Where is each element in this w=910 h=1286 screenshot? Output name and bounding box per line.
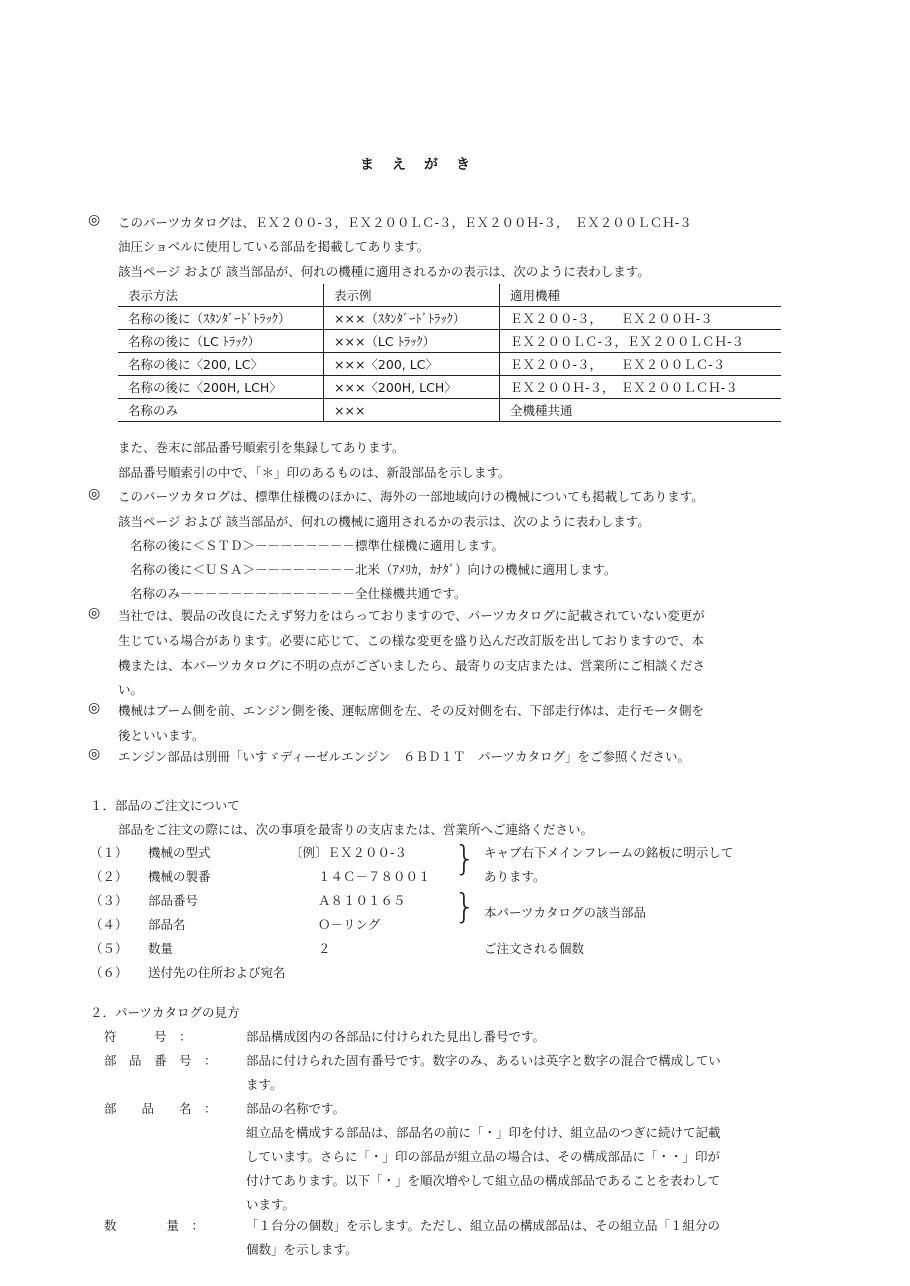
order-item-label: 送付先の住所および宛名 xyxy=(148,965,286,980)
table-row xyxy=(118,376,781,399)
table-header-cell: 適用機種 xyxy=(500,284,782,307)
table-cell: ×××〈200H, LCH〉 xyxy=(324,376,500,399)
table-cell: 名称の後に〈200H, LCH〉 xyxy=(118,376,324,399)
order-item-num: （３） xyxy=(90,893,128,908)
table-cell: ×××（LC ﾄﾗｯｸ） xyxy=(324,330,500,353)
regional-std: 名称の後に＜ＳＴＤ＞－－－－－－－－標準仕様機に適用します。 xyxy=(130,538,505,553)
table-header-cell: 表示方法 xyxy=(118,284,324,307)
bullet-mark: ◎ xyxy=(88,746,101,762)
table-cell: ＥＸ２００-３， ＥＸ２００Ｈ-３ xyxy=(500,307,782,330)
term-label: 部 品 名 ： xyxy=(104,1101,217,1116)
order-item-num: （１） xyxy=(90,845,128,860)
table-row xyxy=(118,353,781,376)
table-row xyxy=(118,399,781,422)
term-description: 「１台分の個数」を示します。ただし、組立品の構成部品は、その組立品「１組分の xyxy=(246,1218,721,1233)
regional-usa: 名称の後に＜ＵＳＡ＞－－－－－－－－北米（ｱﾒﾘｶ，ｶﾅﾀﾞ）向けの機械に適用します。 xyxy=(130,562,617,577)
table-cell: ＥＸ２００Ｈ-３， ＥＸ２００ＬＣＨ-３ xyxy=(500,376,782,399)
term-description: しています。さらに「・」印の部品が組立品の場合は、その構成部品に「・・」印が xyxy=(246,1149,721,1164)
order-note-nameplate: キャブ右下メインフレームの銘板に明示して xyxy=(484,845,734,860)
table-cell: 全機種共通 xyxy=(500,399,782,422)
order-note-quantity: ご注文される個数 xyxy=(484,941,585,956)
table-row xyxy=(118,330,781,353)
usage-table xyxy=(118,284,781,422)
engine-note: エンジン部品は別冊「いすゞディーゼルエンジン ６ＢＤ１Ｔ パーツカタログ」をご参照ください。 xyxy=(118,749,691,764)
term-description: います。 xyxy=(246,1197,296,1212)
regional-line-1: このパーツカタログは、標準仕様機のほかに、海外の一部地域向けの機械についても掲載してあります。 xyxy=(118,489,704,504)
table-cell: 名称の後に（ｽﾀﾝﾀﾞｰﾄﾞﾄﾗｯｸ） xyxy=(118,307,324,330)
order-item-example: 〔例〕ＥＸ２００-３ xyxy=(290,845,408,860)
bullet-mark: ◎ xyxy=(88,212,101,228)
table-header-row xyxy=(118,284,781,307)
order-item-example: ２ xyxy=(318,941,331,956)
section-1-heading: １．部品のご注文について xyxy=(90,798,240,813)
regional-all: 名称のみ－－－－－－－－－－－－－－全仕様機共通です。 xyxy=(130,586,467,601)
bullet-mark: ◎ xyxy=(88,486,101,502)
order-note-part: 本パーツカタログの該当部品 xyxy=(484,905,647,920)
order-item-example: １４Ｃ－７８００１ xyxy=(318,869,431,884)
order-item-label: 部品番号 xyxy=(148,893,199,908)
term-description: 部品構成図内の各部品に付けられた見出し番号です。 xyxy=(246,1029,546,1044)
section-1-intro: 部品をご注文の際には、次の事項を最寄りの支店または、営業所へご連絡ください。 xyxy=(118,822,594,837)
order-item-label: 機械の製番 xyxy=(148,869,211,884)
table-cell: 名称の後に（LC ﾄﾗｯｸ） xyxy=(118,330,324,353)
term-label: 数 量 ： xyxy=(104,1218,205,1233)
term-description: 部品の名称です。 xyxy=(246,1101,346,1116)
index-note-line-1: また、巻末に部品番号順索引を集録してあります。 xyxy=(118,440,405,455)
table-cell: 名称のみ xyxy=(118,399,324,422)
page-title: ま え が き xyxy=(360,157,472,173)
regional-line-2: 該当ページ および 該当部品が、何れの機械に適用されるかの表示は、次のように表わします。 xyxy=(118,514,650,529)
table-cell: ×××（ｽﾀﾝﾀﾞｰﾄﾞﾄﾗｯｸ） xyxy=(324,307,500,330)
order-item-example: Ａ８１０１６５ xyxy=(318,893,406,908)
order-note-nameplate-cont: あります。 xyxy=(484,869,546,884)
right-brace-icon: } xyxy=(454,887,476,927)
term-description: 組立品を構成する部品は、部品名の前に「・」印を付け、組立品のつぎに続けて記載 xyxy=(246,1125,721,1140)
intro-line-1: このパーツカタログは、ＥＸ２００-３，ＥＸ２００ＬＣ-３，ＥＸ２００Ｈ-３， ＥＸ２００ＬＣＨ-３ xyxy=(118,215,692,230)
bullet-mark: ◎ xyxy=(88,700,101,716)
improvement-line-2: 生じている場合があります。必要に応じて、この様な変更を盛り込んだ改訂版を出しておりますので、本 xyxy=(118,633,705,648)
term-description: ます。 xyxy=(246,1077,283,1092)
term-label: 部 品 番 号 ： xyxy=(104,1053,217,1068)
direction-line-1: 機械はブーム側を前、エンジン側を後、運転席側を左、その反対側を右、下部走行体は、走行モータ側を xyxy=(118,703,705,718)
bullet-mark: ◎ xyxy=(88,605,101,621)
right-brace-icon: } xyxy=(454,839,476,879)
term-description: 付けてあります。以下「・」を順次増やして組立品の構成部品であることを表わして xyxy=(246,1173,721,1188)
order-item-num: （６） xyxy=(90,965,128,980)
improvement-line-3: 機または、本パーツカタログに不明の点がございましたら、最寄りの支店または、営業所にご相談くださ xyxy=(118,658,706,673)
order-item-label: 部品名 xyxy=(148,917,186,932)
direction-line-2: 後といいます。 xyxy=(118,728,205,743)
term-description: 部品に付けられた固有番号です。数字のみ、あるいは英字と数字の混合で構成してい xyxy=(246,1053,721,1068)
term-label: 符 号 ： xyxy=(104,1029,192,1044)
table-header-cell: 表示例 xyxy=(324,284,500,307)
improvement-line-1: 当社では、製品の改良にたえず努力をはらっておりますので、パーツカタログに記載されていない変更が xyxy=(118,608,705,623)
intro-line-3: 該当ページ および 該当部品が、何れの機種に適用されるかの表示は、次のように表わします。 xyxy=(118,264,650,279)
table-cell: ＥＸ２００ＬＣ-３，ＥＸ２００ＬＣＨ-３ xyxy=(500,330,782,353)
table-cell: ××× xyxy=(324,399,500,422)
term-description: 個数」を示します。 xyxy=(246,1242,358,1257)
table-cell: ＥＸ２００-３， ＥＸ２００ＬＣ-３ xyxy=(500,353,782,376)
order-item-label: 機械の型式 xyxy=(148,845,211,860)
improvement-line-4: い。 xyxy=(118,682,144,697)
order-item-example: Ｏ－リング xyxy=(318,917,381,932)
order-item-num: （４） xyxy=(90,917,128,932)
order-item-label: 数量 xyxy=(148,941,174,956)
intro-line-2: 油圧ショベルに使用している部品を掲載してあります。 xyxy=(118,239,430,254)
order-item-num: （５） xyxy=(90,941,128,956)
table-row xyxy=(118,307,781,330)
index-note-line-2: 部品番号順索引の中で、「＊」印のあるものは、新設部品を示します。 xyxy=(118,465,511,480)
table-cell: ×××〈200, LC〉 xyxy=(324,353,500,376)
section-2-heading: ２．パーツカタログの見方 xyxy=(90,1005,240,1020)
order-item-num: （２） xyxy=(90,869,128,884)
table-cell: 名称の後に〈200, LC〉 xyxy=(118,353,324,376)
